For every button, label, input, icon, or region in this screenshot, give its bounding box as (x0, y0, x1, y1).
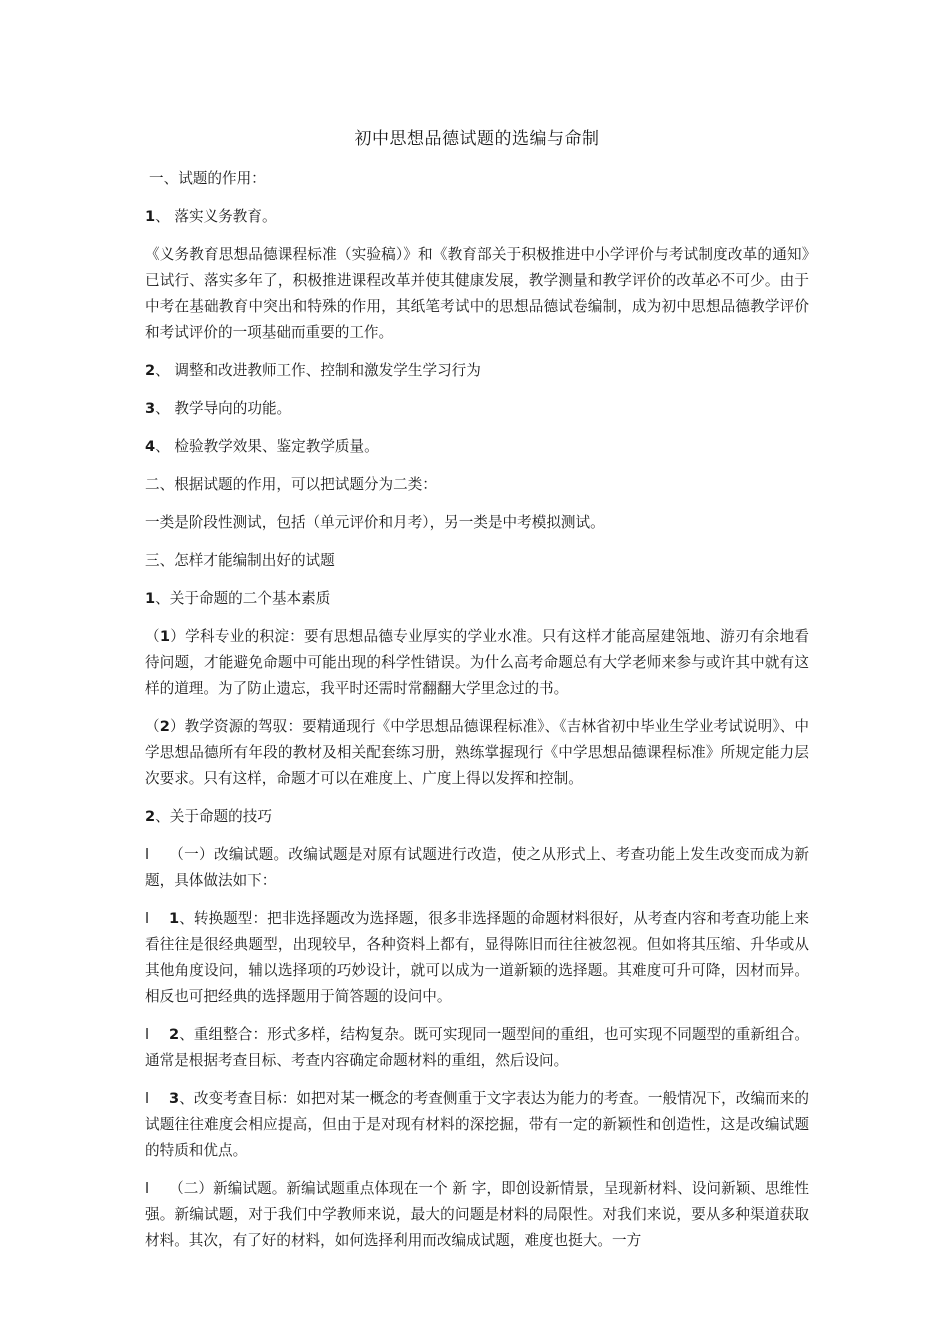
item-text: ）学科专业的积淀：要有思想品德专业厚实的学业水准。只有这样才能高屋建瓴地、游刃有余地看待问题，才能避免命题中可能出现的科学性错误。为什么高考命题总有大学老师来参与或许其中就有这样的道理。为了防止遗忘，我平时还需时常翻翻大学里念过的书。 (145, 628, 809, 697)
bullet-marker: l (145, 846, 150, 863)
item-text: 、关于命题的二个基本素质 (155, 590, 331, 607)
item-number: 2 (159, 718, 170, 735)
item-number: 3 (169, 1090, 180, 1107)
bullet-paragraph-4 (145, 1086, 809, 1164)
item-text: ）教学资源的驾驭：要精通现行《中学思想品德课程标准》、《吉林省初中毕业生学业考试说明》、中学思想品德所有年段的教材及相关配套练习册，熟练掌握现行《中学思想品德课程标准》所规定能力层次要求。只有这样，命题才可以在难度上、广度上得以发挥和控制。 (145, 718, 809, 787)
item-2 (145, 358, 809, 384)
item-number: 2 (169, 1026, 180, 1043)
document-title: 初中思想品德试题的选编与命制 (354, 129, 600, 149)
bullet-paragraph-1 (145, 842, 809, 894)
subheading-3-1 (145, 586, 809, 612)
paragraph-2: 一类是阶段性测试，包括（单元评价和月考），另一类是中考模拟测试。 (145, 514, 605, 531)
item-number: 1 (159, 628, 171, 645)
bullet-text: 、重组整合：形式多样，结构复杂。既可实现同一题型间的重组，也可实现不同题型的重新组合。通常是根据考查目标、考查内容确定命题材料的重组，然后设问。 (145, 1026, 809, 1069)
paragraph-1: 《义务教育思想品德课程标准（实验稿）》和《教育部关于积极推进中小学评价与考试制度改革的通知》已试行、落实多年了，积极推进课程改革并使其健康发展，教学测量和教学评价的改革必不可少。由于中考在基础教育中突出和特殊的作用，其纸笔考试中的思想品德试卷编制，成为初中思想品德教学评价和考试评价的一项基础而重要的工作。 (145, 246, 809, 341)
subheading-3-2 (145, 804, 809, 830)
paragraph-q2 (145, 714, 809, 792)
item-text: 、 调整和改进教师工作、控制和激发学生学习行为 (155, 362, 481, 379)
item-3 (145, 396, 809, 422)
bullet-marker: l (145, 1180, 150, 1197)
item-1 (145, 204, 809, 230)
bullet-marker: l (145, 1090, 150, 1107)
paragraph-q1 (145, 624, 809, 702)
bullet-paragraph-2 (145, 906, 809, 1010)
item-text: 、 检验教学效果、鉴定教学质量。 (155, 438, 379, 455)
item-number: 1 (169, 910, 180, 927)
item-number: 1 (145, 208, 156, 225)
item-number: 3 (145, 400, 156, 417)
item-number: 4 (145, 438, 156, 455)
bullet-text: （一）改编试题。改编试题是对原有试题进行改造，使之从形式上、考查功能上发生改变而成为新题，具体做法如下： (145, 846, 809, 889)
paren-open: （ (145, 628, 160, 645)
item-number: 1 (145, 590, 156, 607)
item-text: 、关于命题的技巧 (155, 808, 272, 825)
item-number: 2 (145, 808, 156, 825)
bullet-text: 、转换题型：把非选择题改为选择题，很多非选择题的命题材料很好，从考查内容和考查功能上来看往往是很经典题型，出现较早，各种资料上都有，显得陈旧而往往被忽视。但如将其压缩、升华或从其他角度设问，辅以选择项的巧妙设计，就可以成为一道新颖的选择题。其难度可升可降，因材而异。相反也可把经典的选择题用于简答题的设问中。 (145, 910, 809, 1005)
bullet-paragraph-3 (145, 1022, 809, 1074)
section-heading-1: 一、试题的作用： (149, 170, 266, 187)
item-text: 、 教学导向的功能。 (155, 400, 292, 417)
document-page (145, 126, 809, 1266)
bullet-marker: l (145, 910, 150, 927)
section-heading-3: 三、怎样才能编制出好的试题 (145, 552, 335, 569)
bullet-text: （二）新编试题。新编试题重点体现在一个 新 字，即创设新情景，呈现新材料、设问新颖、思维性强。新编试题，对于我们中学教师来说，最大的问题是材料的局限性。对我们来说，要从多种渠道获取材料。其次，有了好的材料，如何选择利用而改编成试题，难度也挺大。一方 (145, 1180, 809, 1249)
bullet-text: 、改变考查目标：如把对某一概念的考查侧重于文字表达为能力的考查。一般情况下，改编而来的试题往往难度会相应提高，但由于是对现有材料的深挖掘，带有一定的新颖性和创造性，这是改编试题的特质和优点。 (145, 1090, 809, 1159)
item-text: 、 落实义务教育。 (155, 208, 277, 225)
item-number: 2 (145, 362, 156, 379)
section-heading-2: 二、根据试题的作用，可以把试题分为二类： (145, 476, 437, 493)
item-4 (145, 434, 809, 460)
paren-open: （ (145, 718, 160, 735)
bullet-marker: l (145, 1026, 150, 1043)
bullet-paragraph-5 (145, 1176, 809, 1254)
